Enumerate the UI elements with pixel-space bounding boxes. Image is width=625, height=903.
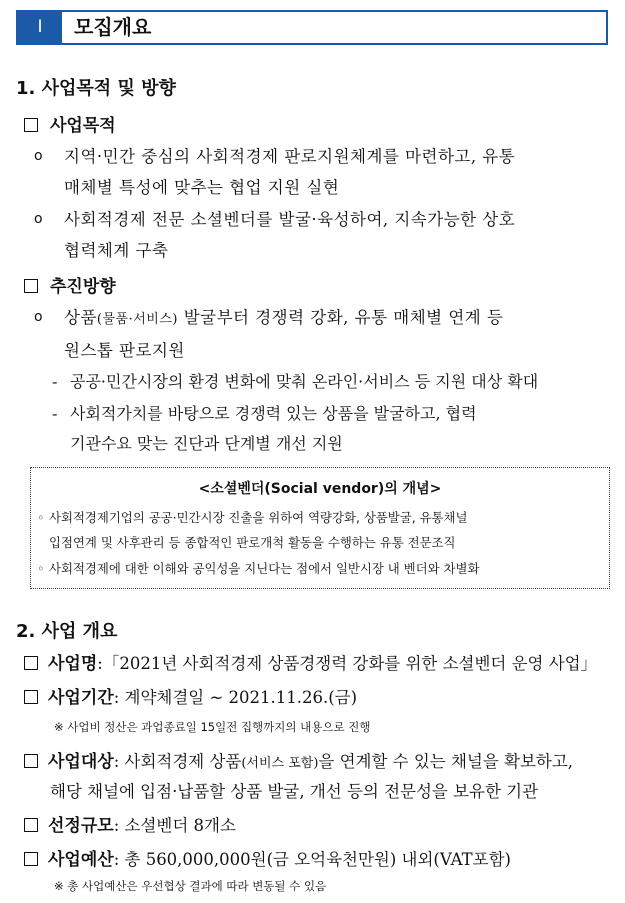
overview-scale: [24, 812, 619, 840]
bullet-circle-icon: o: [34, 148, 43, 164]
section-number: Ⅰ: [18, 12, 62, 43]
bullet-circle-icon: o: [34, 211, 43, 227]
dash-line: 공공·민간시장의 환경 변화에 맞춰 온라인·서비스 등 지원 대상 확대: [70, 372, 539, 391]
dash-mark: -: [52, 372, 58, 391]
subheading-direction: [24, 272, 116, 297]
concept-line: 입점연계 및 사후관리 등 종합적인 판로개척 활동을 수행하는 유통 전문조직: [49, 535, 456, 550]
checkbox-square-icon: [24, 852, 38, 866]
bullet-text-paren: (물품·서비스): [96, 312, 178, 327]
purpose-bullet-2: [34, 204, 614, 266]
bullet-text-pre: 상품: [64, 308, 97, 327]
overview-period-label: 사업기간: [48, 688, 114, 708]
overview-budget: [24, 846, 619, 874]
checkbox-square-icon: [24, 279, 38, 293]
overview-period-note: ※ 사업비 정산은 과업종료일 15일전 집행까지의 내용으로 진행: [54, 720, 371, 734]
direction-bullet: [34, 302, 614, 366]
checkbox-square-icon: [24, 118, 38, 132]
bullet-line: 사회적경제 전문 소셜벤더를 발굴·육성하여, 지속가능한 상호: [64, 210, 516, 229]
overview-period: [24, 684, 619, 712]
bullet-line: 원스톱 판로지원: [64, 341, 185, 360]
subheading-purpose: [24, 111, 116, 136]
overview-scale-value: : 소셜벤더 8개소: [113, 816, 236, 835]
section-title: 모집개요: [74, 15, 152, 39]
bullet-line: 협력체계 구축: [64, 241, 169, 260]
subheading-direction-label: 추진방향: [50, 277, 116, 297]
bullet-line: [64, 302, 614, 335]
bullet-line: 지역·민간 중심의 사회적경제 판로지원체계를 마련하고, 유통: [64, 147, 516, 166]
concept-line: 사회적경제에 대한 이해와 공익성을 지닌다는 점에서 일반시장 내 벤더와 차별화: [49, 561, 480, 576]
bullet-line: 매체별 특성에 맞추는 협업 지원 실현: [64, 178, 340, 197]
concept-line: 사회적경제기업의 공공·민간시장 진출을 위하여 역량강화, 상품발굴, 유통채널: [49, 510, 468, 525]
overview-target-value-post: 을 연계할 수 있는 채널을 확보하고,: [318, 752, 574, 771]
section-header: [16, 10, 608, 45]
overview-name-value: :「2021년 사회적경제 상품경쟁력 강화를 위한 소셜벤더 운영 사업」: [97, 654, 598, 673]
overview-budget-note: ※ 총 사업예산은 우선협상 결과에 따라 변동될 수 있음: [54, 879, 327, 893]
concept-item-2: [37, 556, 607, 581]
overview-name: [24, 650, 619, 678]
bullet-small-circle-icon: ◦: [37, 510, 45, 525]
purpose-bullet-1: [34, 141, 614, 203]
overview-name-label: 사업명: [48, 654, 98, 674]
overview-budget-label: 사업예산: [48, 850, 114, 870]
concept-box: [30, 467, 610, 589]
checkbox-square-icon: [24, 656, 38, 670]
bullet-text-post: 발굴부터 경쟁력 강화, 유통 매체별 연계 등: [177, 308, 504, 327]
overview-target-line2: 해당 채널에 입점·납품할 상품 발굴, 개선 등의 전문성을 보유한 기관: [50, 782, 539, 801]
checkbox-square-icon: [24, 690, 38, 704]
subheading-purpose-label: 사업목적: [50, 116, 116, 136]
dash-line: 사회적가치를 바탕으로 경쟁력 있는 상품을 발굴하고, 협력: [70, 404, 477, 423]
overview-target-value-paren: (서비스 포함): [241, 756, 319, 771]
overview-target-label: 사업대상: [48, 752, 114, 772]
direction-dash-2: [52, 399, 612, 459]
checkbox-square-icon: [24, 754, 38, 768]
concept-title: <소셜벤더(Social vendor)의 개념>: [198, 481, 442, 497]
direction-dash-1: [52, 367, 612, 397]
overview-period-value: : 계약체결일 ~ 2021.11.26.(금): [113, 688, 358, 707]
heading-purpose-direction: 1. 사업목적 및 방향: [16, 78, 176, 99]
bullet-circle-icon: o: [34, 309, 43, 325]
dash-line: 기관수요 맞는 진단과 단계별 개선 지원: [70, 434, 343, 453]
overview-target: [24, 748, 619, 806]
dash-mark: -: [52, 404, 58, 423]
heading-overview: 2. 사업 개요: [16, 621, 118, 642]
overview-target-value-pre: : 사회적경제 상품: [113, 752, 242, 771]
bullet-small-circle-icon: ◦: [37, 561, 45, 576]
concept-item-1: [37, 505, 607, 555]
overview-budget-value: : 총 560,000,000원(금 오억육천만원) 내외(VAT포함): [113, 850, 511, 869]
overview-scale-label: 선정규모: [48, 816, 114, 836]
checkbox-square-icon: [24, 818, 38, 832]
